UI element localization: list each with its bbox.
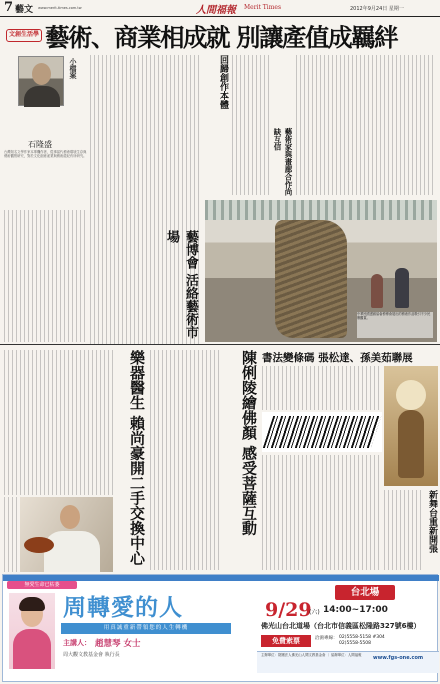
ad-phone-1: 02)5558-5158 #304 (339, 635, 385, 640)
fair-article-body (232, 55, 272, 195)
chen-subheadline: 書法變條碼 張松達、孫美茹聯展 (262, 352, 413, 364)
article-body-left-lower (4, 210, 88, 342)
speaker-body (13, 629, 51, 669)
fair-article-body-right (296, 55, 436, 195)
ad-title: 周轉愛的人 (63, 595, 183, 621)
speaker-photo (9, 593, 55, 669)
page-number: 7 (4, 0, 14, 15)
fair-subheadline-1: 藝術家與畫廊合作尚缺互信 (273, 128, 293, 196)
violin-photo (20, 497, 113, 572)
ad-footer: 主辦單位：財團法人佛光山人間文教基金會 ｜ 協辦單位：人間福報 (261, 653, 362, 657)
speaker-hair (19, 597, 45, 611)
columnist-name: 石隆盛 (28, 140, 52, 149)
ad-venue-tag: 台北場 (335, 585, 395, 600)
chen-headline: 陳俐陵繪佛顏 感受菩薩互動 (240, 350, 258, 536)
violin-person-face (60, 505, 80, 529)
fair-subheadline-2: 回歸創作本體 (218, 55, 228, 109)
section-name: 藝文 (15, 5, 34, 15)
header-date: 2012年9月24日 星期一 (350, 6, 404, 12)
divider (0, 344, 440, 345)
column-tag: 文創生活學 (6, 29, 42, 42)
event-ad (2, 574, 438, 682)
visitor-figure-2 (371, 274, 383, 308)
columnist-face (32, 63, 51, 85)
ad-banner-text: 無愛生命已枯萎 (7, 581, 77, 589)
chen-article-body-lower (262, 455, 382, 570)
columnist-shoulders (24, 86, 60, 107)
visitor-figure (395, 268, 409, 308)
ad-venue: 佛光山台北道場（台北市信義區松隆路327號6樓） (261, 622, 421, 630)
chen-article-body (262, 366, 382, 410)
columnist-caption: 小檔案 (69, 58, 78, 79)
main-headline: 藝術、商業相成就 別讓產值成羈絆 (45, 23, 398, 52)
masthead-logo: 人間福報 (196, 5, 236, 16)
masthead-english: Merit Times (244, 4, 282, 11)
ad-time: 14:00~17:00 (323, 605, 388, 615)
ad-phone-label: 洽詢專線： (315, 636, 338, 641)
columnist-intro: 台灣知名文學作家本專欄作者，從事當代藝術環境生存與藝術觀察研究，對於文化創意產業與藝術經紀有所研究。 (4, 150, 87, 159)
violin-photo-caption-lines (4, 497, 18, 572)
violin-article-body (150, 350, 222, 570)
ad-website[interactable]: www.fgs-one.com (373, 655, 424, 661)
lower-left-body (4, 350, 114, 495)
page-header (0, 0, 440, 17)
header-url: www.merit-times.com.tw (38, 6, 82, 10)
buddha-painting (384, 366, 438, 486)
violin-instrument (24, 537, 54, 553)
ad-tagline: 用真誠重新帶領您的人生轉機 (61, 623, 231, 634)
ad-date: 9/29 (265, 599, 312, 621)
buddha-body (398, 410, 424, 478)
columnist-photo (18, 56, 64, 106)
violin-headline: 樂器醫生 賴尚豪開二手交換中心 (128, 350, 146, 566)
exhibition-photo (205, 200, 437, 342)
violin-person-body (44, 531, 100, 572)
fair-headline: 藝博會 活絡藝術市場 (164, 230, 198, 339)
barcode-stripes (263, 416, 381, 448)
sculpture-artwork (275, 220, 347, 338)
calligraphy-barcode-artwork (262, 412, 382, 452)
buddha-halo (396, 380, 426, 410)
ad-weekday: (六) (309, 609, 320, 616)
ad-free-ticket: 免費索票 (261, 635, 311, 647)
ad-speaker-name: 趙慧琴 女士 (95, 639, 141, 649)
photo-caption: 中華民國畫廊協會藝博會展出的藝術作品吸引不少民眾觀賞。 (357, 312, 433, 338)
ad-speaker-role: 周大觀文教基金會 執行長 (63, 652, 120, 658)
photo-ceiling (205, 200, 437, 220)
ad-phone-2: 02)5558-5508 (339, 641, 372, 646)
ad-speaker-label: 主講人： (63, 639, 91, 647)
new-stage-body (384, 490, 424, 570)
new-stage-headline: 新舞台重新開張 (427, 490, 437, 553)
